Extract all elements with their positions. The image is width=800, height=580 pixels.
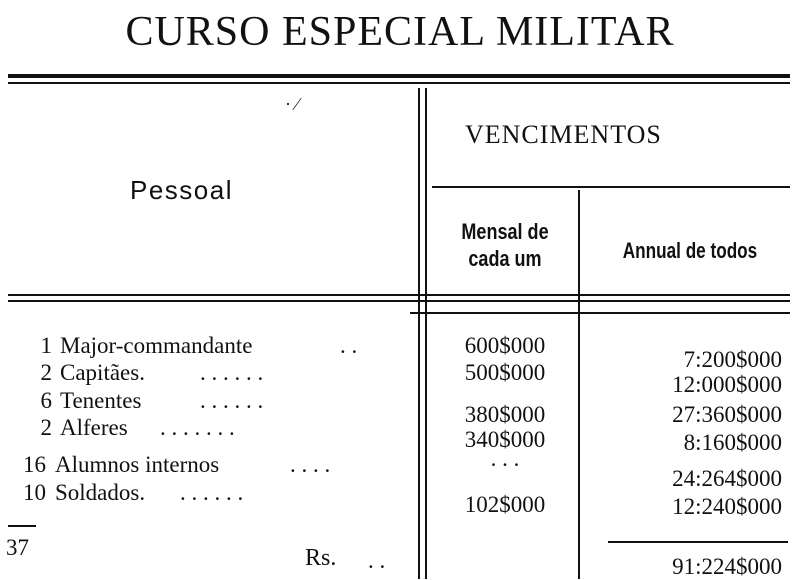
row-mensal: 102$000 [464,492,546,517]
row-leader-dots: . . . . . . [200,388,264,413]
row-annual: 12:000$000 [672,372,782,397]
row-mensal: 600$000 [464,333,546,358]
total-qty: 37 [6,535,29,560]
header-mensal-line1: Mensal de [461,219,549,244]
vencimentos-rule [432,186,790,188]
row-leader-dots: . . . . . . . [160,415,235,440]
table-row [0,480,800,519]
row-post: Tenentes [60,388,142,413]
row-post: Capitães. [60,360,145,385]
row-annual: 24:264$000 [672,466,782,491]
top-rule-thick [8,74,790,78]
row-leader-dots: . . [340,333,358,358]
header-mensal-line2: cada um [468,246,542,271]
row-qty: 2 [40,415,52,440]
qty-total-rule [8,525,36,527]
row-mensal: 500$000 [464,360,546,385]
row-post: Alumnos internos [55,452,220,477]
row-leader-dots: . . . . [290,452,331,477]
table-row [0,360,800,397]
row-qty: 6 [40,388,52,413]
row-annual: 7:200$000 [683,347,782,372]
table-row [0,333,800,372]
row-annual: 27:360$000 [672,402,782,427]
header-bottom-rule-2 [8,300,790,302]
decorative-mark: · ⁄ [285,94,299,114]
row-post: Soldados. [55,480,146,505]
total-label: Rs. [305,545,337,571]
row-leader-dots: . . . . . . [180,480,244,505]
row-leader-dots: . . . . . . [200,360,264,385]
table-row [0,415,800,455]
row-post: Alferes [60,415,128,440]
row-post: Major-commandante [60,333,253,358]
annual-total-rule [608,541,788,543]
row-qty: 1 [40,333,52,358]
header-pessoal: Pessoal [130,175,233,205]
row-mensal: . . . [490,446,520,471]
row-qty: 10 [23,480,46,505]
row-qty: 2 [40,360,52,385]
row-annual: 12:240$000 [672,494,782,519]
row-mensal: 340$000 [464,427,546,452]
top-rule-thin [8,82,790,84]
header-bottom-rule-3 [410,312,790,314]
total-leader-dots: . . [368,548,386,573]
header-bottom-rule-1 [8,294,790,296]
table-row [0,388,800,427]
row-annual: 8:160$000 [683,430,782,455]
total-value: 91:224$000 [672,554,782,579]
page-title: CURSO ESPECIAL MILITAR [125,9,675,55]
header-vencimentos: VENCIMENTOS [465,120,662,149]
row-mensal: 380$000 [464,402,546,427]
table-row [0,446,800,491]
header-mensal [452,218,559,272]
row-qty: 16 [23,452,46,477]
header-annual: Annual de todos [622,238,758,263]
